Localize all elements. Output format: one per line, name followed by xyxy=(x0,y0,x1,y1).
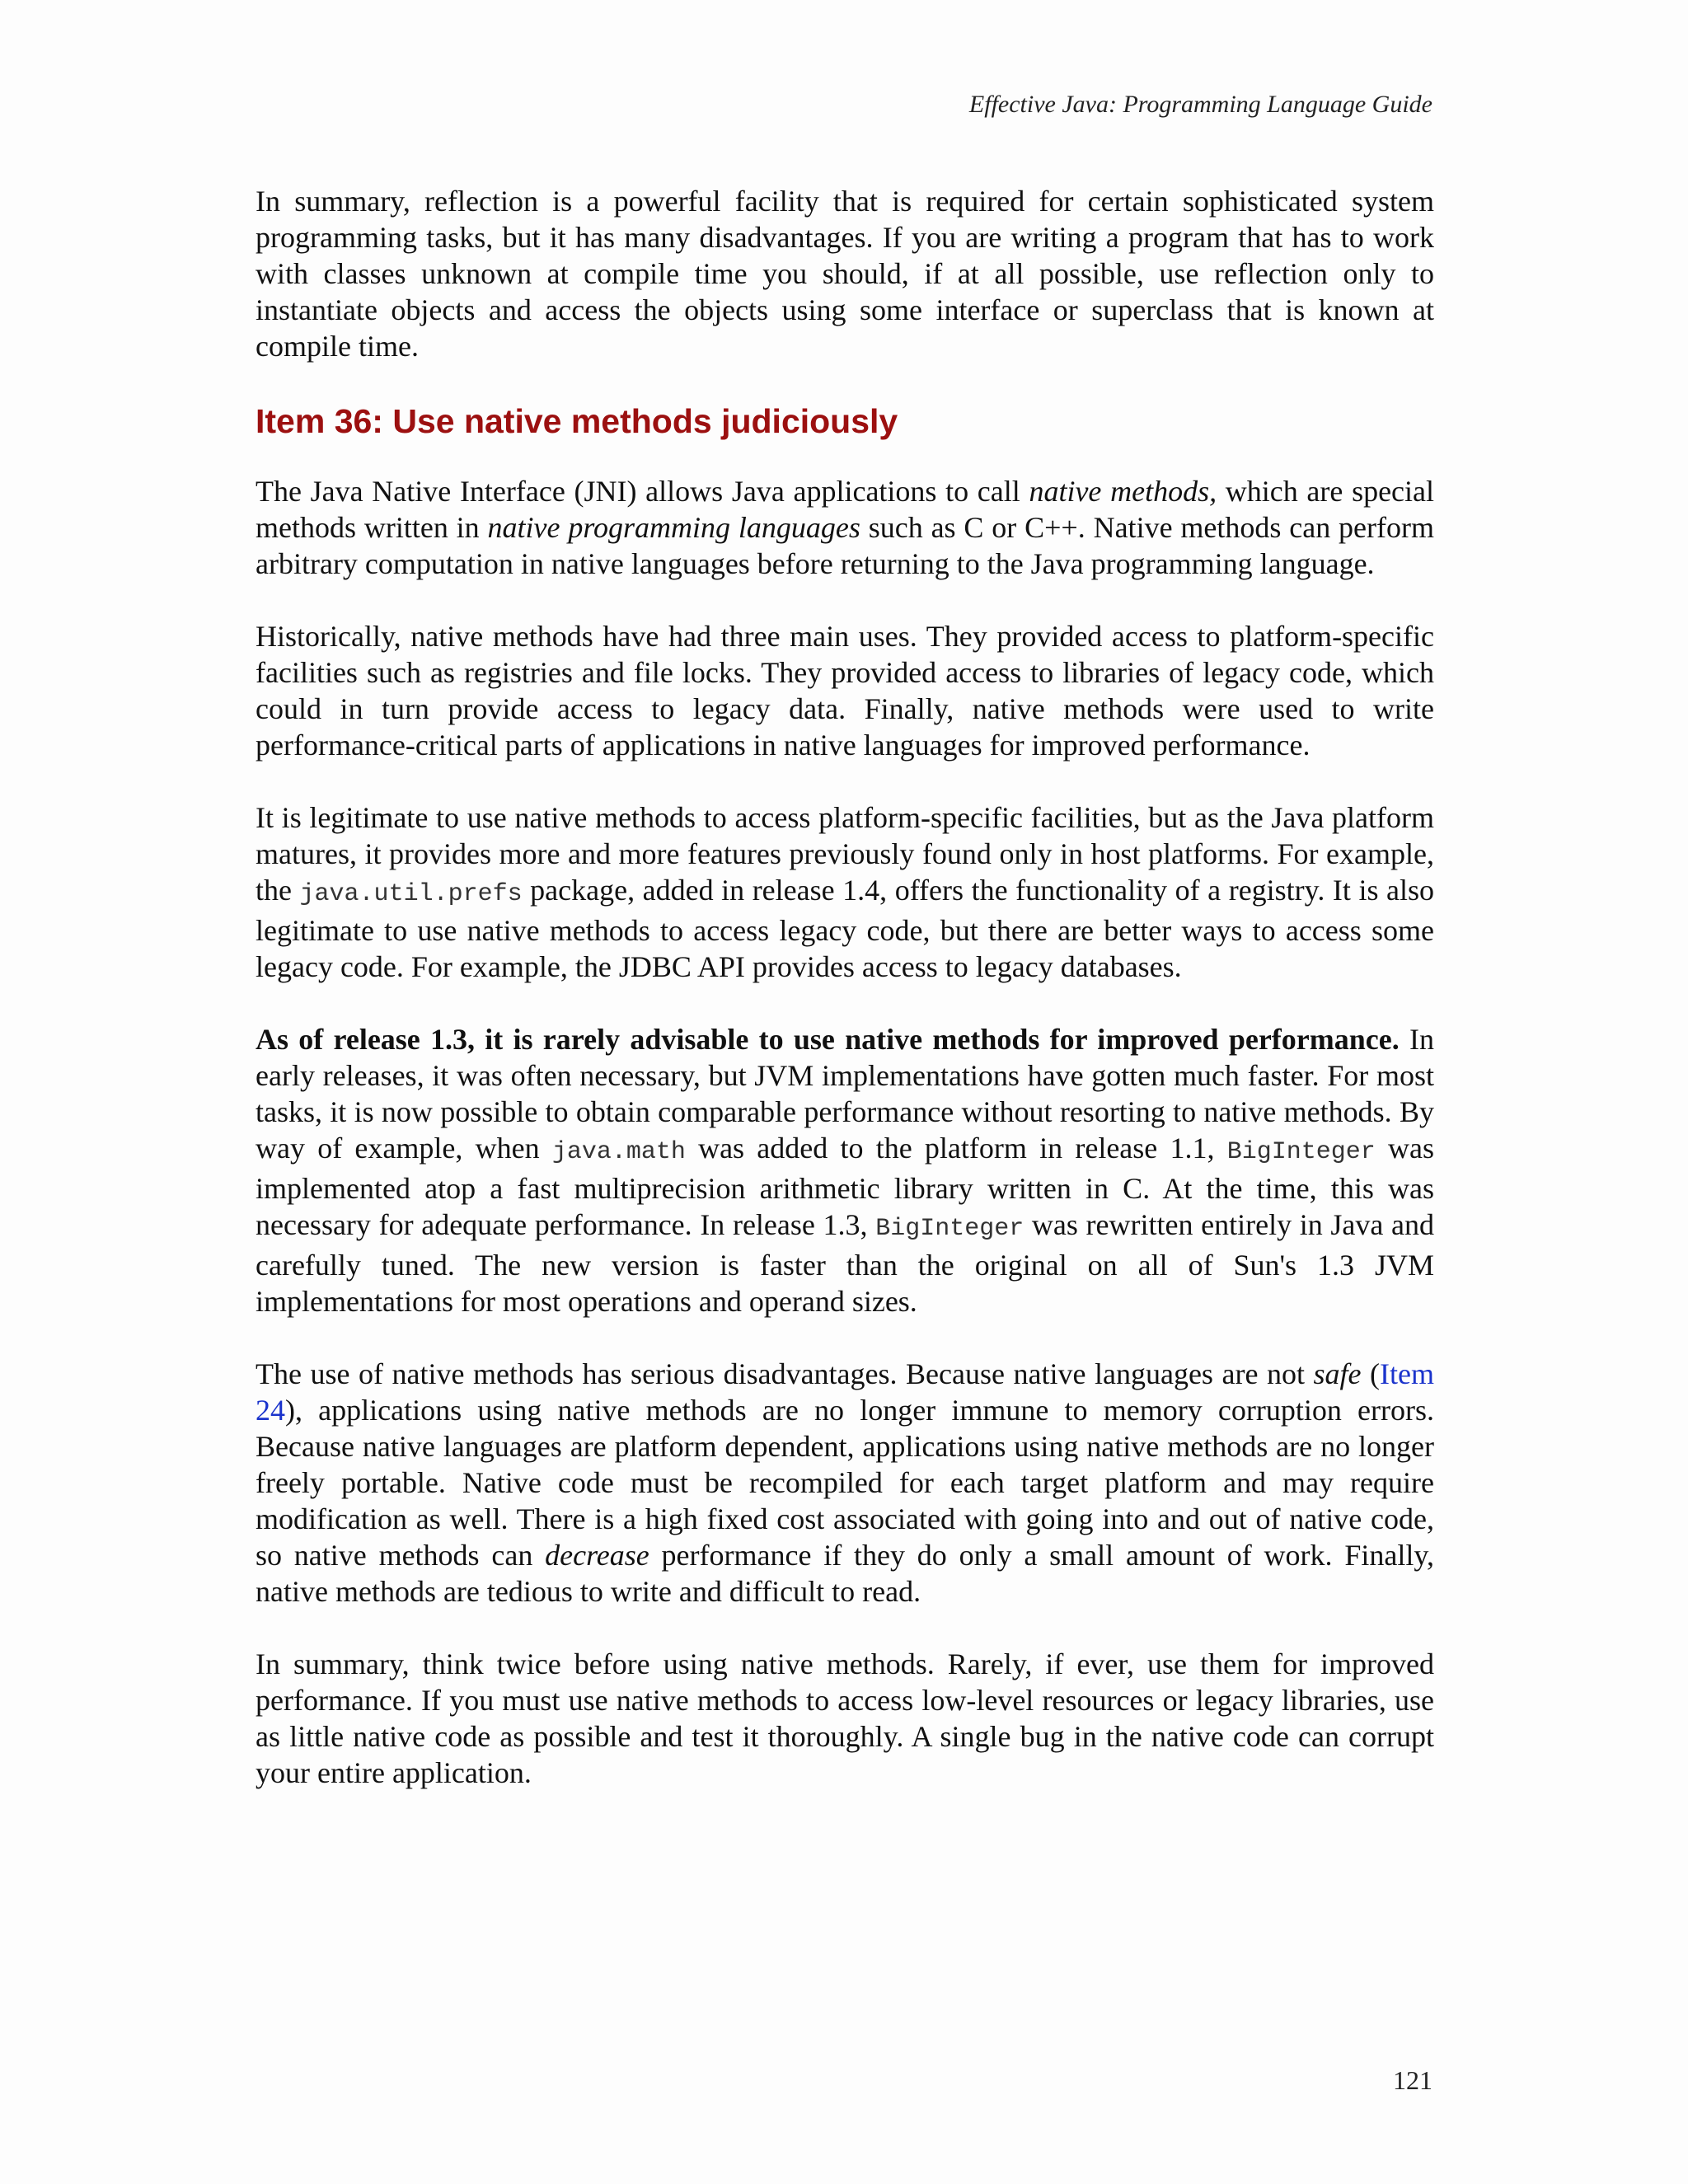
text-run: It is legitimate to use native methods to access platform-specific facilities, but as the Java platform matures, it provides more and more features previously found only in host platforms. For example, the xyxy=(256,801,1434,907)
paragraph-historical-uses: Historically, native methods have had three main uses. They provided access to platform-specific facilities such as registries and file locks. They provided access to libraries of legacy code, which could in turn provide access to legacy data. Finally, native methods were used to write performance-critical parts of applications in native languages for improved performance. xyxy=(256,620,1434,762)
paragraph-jni-intro xyxy=(256,473,1434,582)
paragraph-summary: In summary, think twice before using native methods. Rarely, if ever, use them for improved performance. If you must use native methods to access low-level resources or legacy libraries, use as little native code as possible and test it thoroughly. A single bug in the native code can corrupt your entire application. xyxy=(256,1647,1434,1789)
code-biginteger: BigInteger xyxy=(875,1215,1025,1243)
emphasis-native-languages: native programming languages xyxy=(487,511,860,544)
emphasis-native-methods: native methods, xyxy=(1029,475,1217,508)
text-run: In early releases, it was often necessary, but JVM implementations have gotten much faster. For most tasks, it is now possible to obtain comparable performance without resorting to native methods. By way of example, when xyxy=(256,1023,1434,1165)
page-number: 121 xyxy=(1393,2065,1432,2095)
bold-lead-sentence: As of release 1.3, it is rarely advisable to use native methods for improved performance. xyxy=(256,1023,1400,1056)
text-run: The Java Native Interface (JNI) allows Java applications to call xyxy=(256,475,1029,508)
emphasis-decrease: decrease xyxy=(545,1539,649,1572)
emphasis-safe: safe xyxy=(1313,1357,1362,1390)
paragraph-performance xyxy=(256,1021,1434,1319)
code-java-math: java.math xyxy=(551,1138,686,1166)
section-heading: Item 36: Use native methods judiciously xyxy=(256,402,898,440)
text-run: The use of native methods has serious disadvantages. Because native languages are not xyxy=(256,1357,1314,1390)
text-run: ), applications using native methods are no longer immune to memory corruption errors. Because native languages are platform dependent, applications using native methods are no longer freely portable. Native code must be recompiled for each target platform and may require modification as well. There is a high fixed cost associated with going into and out of native code, so native methods can xyxy=(256,1394,1434,1572)
running-header: Effective Java: Programming Language Guide xyxy=(968,91,1432,118)
intro-paragraph: In summary, reflection is a powerful facility that is required for certain sophisticated system programming tasks, but it has many disadvantages. If you are writing a program that has to work with classes unknown at compile time you should, if at all possible, use reflection only to instantiate objects and access the objects using some interface or superclass that is known at compile time. xyxy=(256,185,1434,363)
text-run: performance if they do only a small amount of work. Finally, native methods are tedious to write and difficult to read. xyxy=(256,1539,1434,1608)
text-run: package, added in release 1.4, offers the functionality of a registry. It is also legitimate to use native methods to access legacy code, but there are better ways to access some legacy code. For example, the JDBC API provides access to legacy databases. xyxy=(256,874,1434,983)
text-run: ( xyxy=(1361,1357,1381,1390)
text-run: such as C or C++. Native methods can perform arbitrary computation in native languages before returning to the Java programming language. xyxy=(256,511,1434,580)
paragraph-legitimate-uses xyxy=(256,799,1434,985)
paragraph-disadvantages xyxy=(256,1356,1434,1610)
code-biginteger: BigInteger xyxy=(1226,1138,1376,1166)
text-run: was rewritten entirely in Java and carefully tuned. The new version is faster than the original on all of Sun's 1.3 JVM implementations for most operations and operand sizes. xyxy=(256,1208,1434,1318)
text-run: was added to the platform in release 1.1, xyxy=(685,1132,1227,1165)
text-run: which are special methods written in xyxy=(256,475,1435,544)
link-item-24[interactable]: Item 24 xyxy=(256,1357,1434,1427)
text-run: was implemented atop a fast multiprecision arithmetic library written in C. At the time, this was necessary for adequate performance. In release 1.3, xyxy=(256,1132,1434,1241)
page-content xyxy=(256,183,1434,1827)
code-java-util-prefs: java.util.prefs xyxy=(299,880,523,908)
